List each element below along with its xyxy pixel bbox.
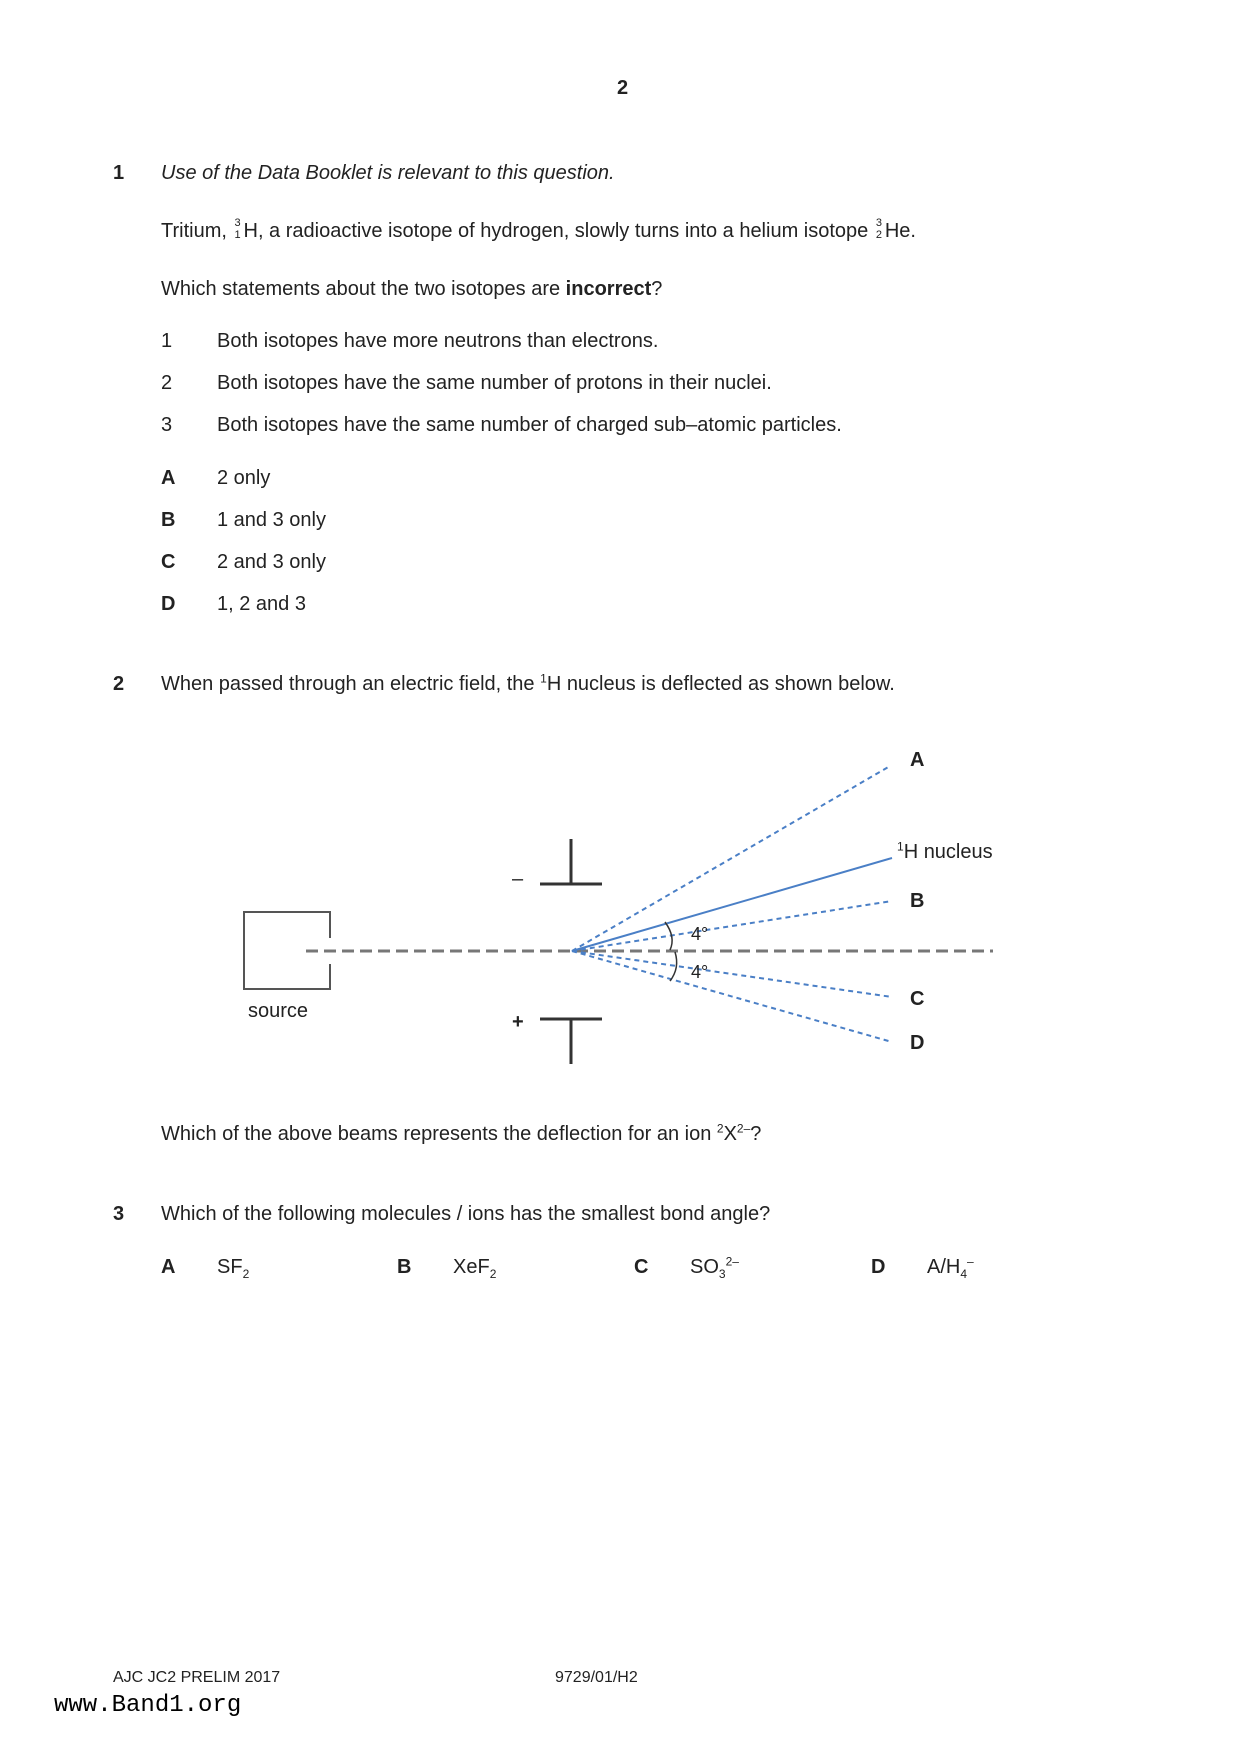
- question-number: 2: [113, 673, 125, 695]
- statement-num: 1: [161, 330, 173, 352]
- option-letter: C: [634, 1256, 649, 1278]
- option-text: 1, 2 and 3: [217, 593, 306, 615]
- mass-number: 1: [540, 671, 547, 686]
- stem-text: When passed through an electric field, the: [161, 673, 535, 695]
- option-formula: $A/H_4^-$: [927, 1254, 974, 1281]
- ion-symbol: X: [723, 1123, 737, 1145]
- option-text: 2 only: [217, 467, 271, 489]
- positive-plate: [540, 1019, 602, 1064]
- q2-question: [161, 1121, 762, 1145]
- beam-label-b: B: [910, 890, 925, 912]
- tritium-nuclide: 3 1: [234, 217, 241, 241]
- emphasis: incorrect: [565, 278, 652, 300]
- nucleus-text: H nucleus: [903, 841, 993, 863]
- mass-number: 2: [716, 1121, 724, 1136]
- page-number: 2: [617, 77, 629, 99]
- positive-sign: +: [512, 1011, 524, 1033]
- beam-label-d: D: [910, 1032, 925, 1054]
- option-text: 1 and 3 only: [217, 509, 326, 531]
- question-number: 1: [113, 162, 125, 184]
- tritium-symbol: H: [243, 220, 258, 242]
- option-formula: $SF_2$: [217, 1256, 250, 1281]
- beam-c: [572, 951, 892, 997]
- statement-num: 2: [161, 372, 173, 394]
- option-letter: C: [161, 551, 176, 573]
- watermark-url: www.Band1.org: [54, 1692, 242, 1719]
- statement-text: Both isotopes have the same number of protons in their nuclei.: [217, 372, 772, 394]
- angle-label-lower: 4°: [691, 962, 709, 982]
- footer-exam: AJC JC2 PRELIM 2017: [113, 1669, 281, 1686]
- helium-nuclide: 3 2: [875, 217, 882, 241]
- option-letter: B: [161, 509, 176, 531]
- footer-paper-code: 9729/01/H2: [555, 1669, 638, 1686]
- stem-text: H nucleus is deflected as shown below.: [546, 673, 895, 695]
- question-text: Which statements about the two isotopes are: [161, 278, 561, 300]
- option-letter: A: [161, 467, 176, 489]
- option-letter: D: [871, 1256, 886, 1278]
- stem-text: , a radioactive isotope of hydrogen, slowly turns into a helium isotope: [257, 220, 869, 242]
- angle-label-upper: 4°: [691, 924, 709, 944]
- ion-charge: 2–: [736, 1121, 751, 1136]
- beam-b: [572, 901, 892, 951]
- q3-question: Which of the following molecules / ions has the smallest bond angle?: [161, 1203, 771, 1225]
- beam-label-a: A: [910, 749, 925, 771]
- question-mark: ?: [750, 1123, 762, 1145]
- statement-text: Both isotopes have more neutrons than electrons.: [217, 330, 659, 352]
- negative-sign: –: [512, 868, 524, 890]
- helium-symbol: He: [884, 220, 911, 242]
- beam-label-c: C: [910, 988, 925, 1010]
- option-letter: D: [161, 593, 176, 615]
- option-letter: A: [161, 1256, 176, 1278]
- stem-end: .: [910, 220, 916, 242]
- angle-arc-upper: [665, 922, 672, 950]
- option-formula: $SO_3^{2-}$: [690, 1254, 739, 1281]
- beam-d: [572, 951, 892, 1042]
- stem-text: Tritium,: [161, 220, 227, 242]
- option-letter: B: [397, 1256, 412, 1278]
- source-label: source: [248, 1000, 309, 1022]
- option-text: 2 and 3 only: [217, 551, 326, 573]
- instruction: Use of the Data Booklet is relevant to this question.: [161, 162, 615, 184]
- beam-a: [572, 766, 890, 951]
- statement-text: Both isotopes have the same number of charged sub–atomic particles.: [217, 414, 842, 436]
- question-number: 3: [113, 1203, 125, 1225]
- option-formula: XeF$_2$: [453, 1256, 497, 1281]
- beam-h-nucleus: [572, 858, 892, 951]
- nucleus-label: [897, 839, 993, 863]
- statement-num: 3: [161, 414, 173, 436]
- mass-number: 1: [897, 839, 904, 854]
- negative-plate: [540, 839, 602, 884]
- question-text: Which of the above beams represents the deflection for an ion: [161, 1123, 712, 1145]
- question-mark: ?: [651, 278, 663, 300]
